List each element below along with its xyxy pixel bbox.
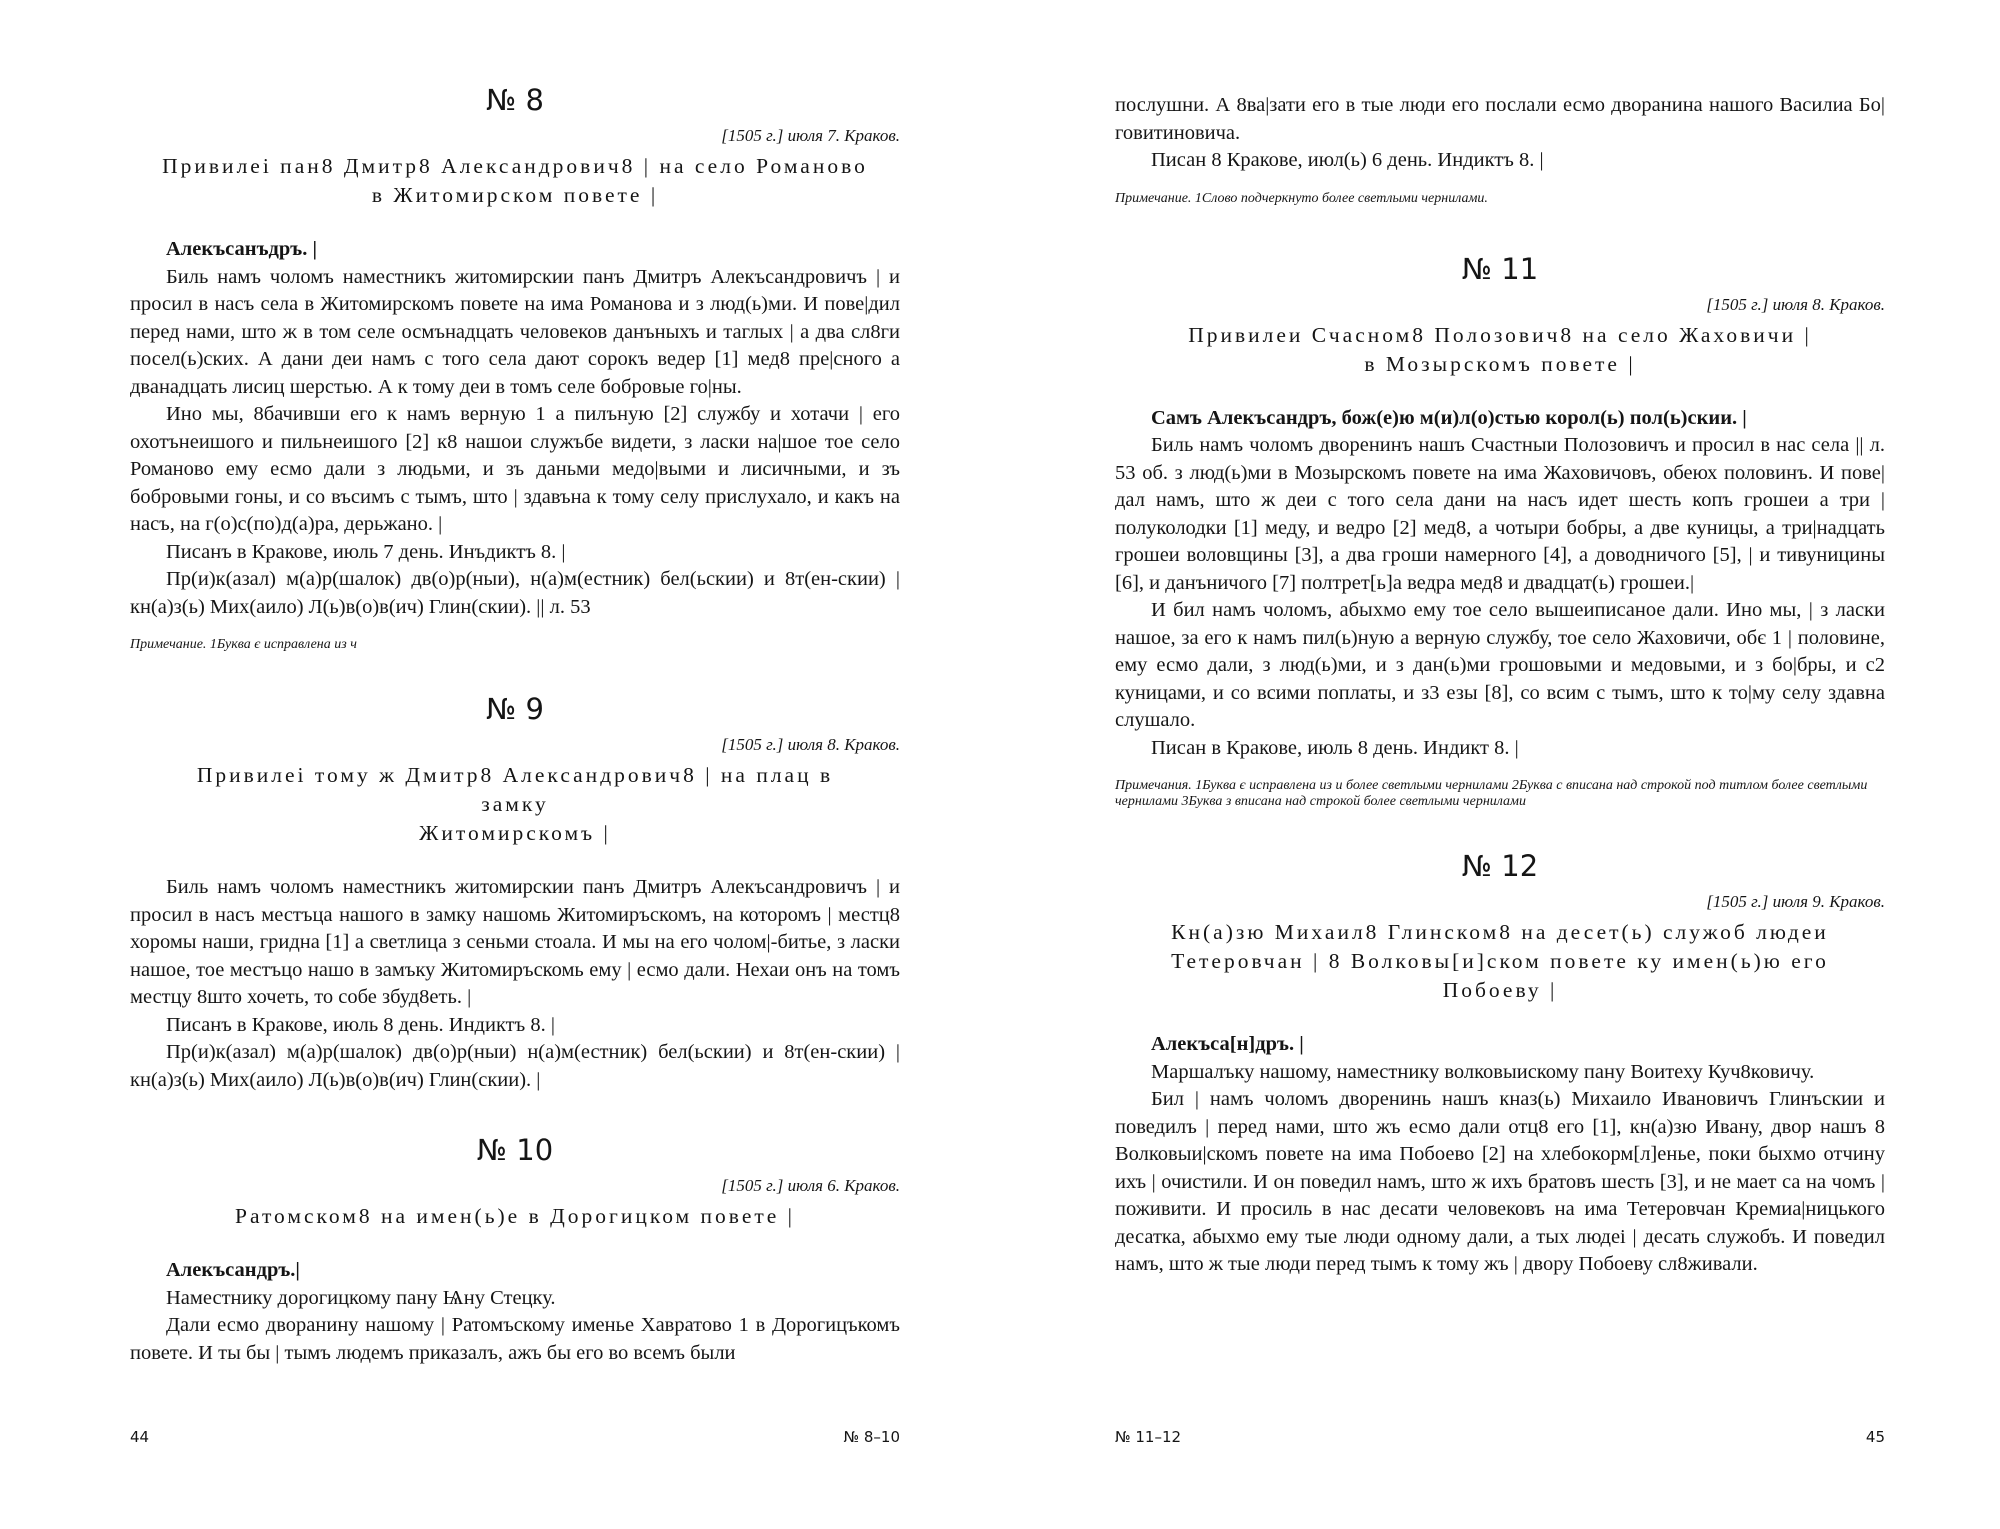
document-body bbox=[1115, 1031, 1885, 1279]
paragraph: послушни. А 8ва|зати его в тые люди его послали есмо дворанина нашого Василиа Бо|говитиновича. bbox=[1115, 94, 1885, 144]
footnote: Примечание. 1Буква є исправлена из ч bbox=[130, 637, 357, 652]
document-11 bbox=[1115, 251, 1885, 811]
opening-line: Алекъсандръ.| bbox=[166, 1259, 300, 1281]
title-line: Ратомском8 на имен(ь)е в Дорогицком повете | bbox=[235, 1204, 795, 1228]
paragraph: Писан в Кракове, июль 8 день. Индикт 8. | bbox=[1151, 736, 1519, 759]
paragraph: Писанъ в Кракове, июль 7 день. Инъдиктъ 8. | bbox=[166, 540, 566, 563]
document-date: [1505 г.] июля 6. Краков. bbox=[721, 1176, 900, 1195]
document-8 bbox=[130, 82, 900, 653]
document-number: № 11 bbox=[1461, 251, 1539, 286]
title-line: Побоеву | bbox=[1442, 978, 1558, 1002]
document-title bbox=[1145, 918, 1855, 1005]
document-number: № 12 bbox=[1461, 849, 1539, 883]
footnote: Примечания. 1Буква є исправлена из и более светлыми чернилами 2Буква с вписана над строкой под титлом более светлыми чернилами 3Буква з вписана над строкой более светлыми чернилами bbox=[1115, 778, 1868, 809]
document-date: [1505 г.] июля 8. Краков. bbox=[721, 735, 900, 754]
document-12 bbox=[1115, 848, 1885, 1279]
document-title bbox=[160, 152, 870, 210]
right-page bbox=[1115, 92, 1885, 1529]
paragraph: Маршалъку нашому, наместнику волковыискому пану Воитеху Куч8ковичу. bbox=[1151, 1060, 1815, 1083]
document-title bbox=[160, 1202, 870, 1231]
opening-line: Алекъса[н]дръ. | bbox=[1151, 1033, 1304, 1055]
document-body bbox=[130, 1257, 900, 1367]
title-line: Привилеі пан8 Дмитр8 Александрович8 | на село Романово bbox=[162, 154, 868, 178]
document-number: № 9 bbox=[486, 692, 544, 726]
paragraph: Бил | намъ чоломъ дворенинь нашъ кназ(ь) Михаило Ивановичъ Глинъскии и поведилъ | перед нами, што жъ есмо дали отц8 его [1], кн(а)зю Ивану, двор нашъ 8 Волковыи|скомъ повете на има Побоево [2] на хлебокорм[л]енье, поки быхмо отчину ихъ | очистили. И он поведил намъ, што ж ихъ братовъ шесть [3], и не мает са на чомъ | поживити. И просиль в нас десати человековъ на има Тетеровчан Кремиа|ницького десатка, абыхмо ему тые люди одному дали, а тых людеі | десать служобъ. И поведил намъ, што ж тые люди перед тымъ к тому жъ | двору Побоеву сл8живали. bbox=[1115, 1088, 1885, 1275]
document-date: [1505 г.] июля 7. Краков. bbox=[721, 126, 900, 145]
paragraph: Наместнику дорогицкому пану Ѩну Стецку. bbox=[166, 1286, 556, 1309]
document-10-continuation bbox=[1115, 92, 1885, 207]
paragraph: Пр(и)к(азал) м(а)р(шалок) дв(о)р(ныи), н(а)м(естник) бел(ьскии) и 8т(ен-скии) | кн(а)з(ь) Мих(аило) Л(ь)в(о)в(ич) Глин(скии). || л. 53 bbox=[130, 568, 900, 618]
title-line: Тетеровчан | 8 Волковы[и]ском повете ку имен(ь)ю его bbox=[1171, 949, 1829, 973]
title-line: в Житомирском повете | bbox=[371, 183, 659, 207]
opening-line: Алекъсанъдръ. | bbox=[166, 238, 318, 260]
document-title bbox=[1145, 321, 1855, 379]
document-9 bbox=[130, 691, 900, 1094]
running-header-range: № 8–10 bbox=[843, 1428, 900, 1446]
page-number: 44 bbox=[130, 1428, 150, 1446]
document-number: № 8 bbox=[486, 83, 544, 117]
title-line: Житомирскомъ | bbox=[419, 821, 611, 845]
paragraph: Биль намъ чоломъ дворенинъ нашъ Счастныи Полозовичъ и просил в нас села || л. 53 об. з люд(ь)ми в Мозырскомъ повете на има Жаховичовъ, обеюх половинъ. И пове|дал намъ, што ж деи с того села дани на насъ идет шесть копъ грошеи а три | полуколодки [1] меду, и ведро [2] мед8, а чотыри бобры, а две куницы, а три|надцать грошеи воловщины [3], а два гроши намерного [4], а доводничого [5], | и тивуницины [6], и данъничого [7] полтрет[ь]а ведра мед8 и двадцат(ь) грошеи.| bbox=[1115, 434, 1885, 594]
paragraph: И бил намъ чоломъ, абыхмо ему тое село вышеиписаное дали. Ино мы, | з ласки нашое, за его к намъ пил(ь)ную а верную службу, тое село Жаховичи, обє 1 | половине, ему есмо дали, з люд(ь)ми, и з дан(ь)ми грошовыми и медовыми, и з бо|бры, и с2 куницами, и со всими поплаты, и з3 езы [8], со всим с тымъ, што к то|му селу здавна слушало. bbox=[1115, 599, 1885, 731]
document-body bbox=[130, 874, 900, 1094]
paragraph: Биль намъ чоломъ наместникъ житомирскии панъ Дмитръ Алекъсандровичъ | и просил в насъ села в Житомирскомъ повете на има Романова и з люд(ь)ми. И пове|дил перед нами, што ж в том селе осмънадцать человеков данъныхъ и таглых | а два сл8ги посел(ь)ских. А дани деи намъ с того села дают сорокъ ведер [1] мед8 пре|сного а дванадцать лисиц шерстью. А к тому деи в томъ селе бобровые го|ны. bbox=[130, 265, 900, 398]
paragraph: Пр(и)к(азал) м(а)р(шалок) дв(о)р(ныи) н(а)м(естник) бел(ьскии) и 8т(ен-скии) | кн(а)з(ь) Мих(аило) Л(ь)в(о)в(ич) Глин(скии). | bbox=[130, 1041, 900, 1091]
title-line: Привилеі тому ж Дмитр8 Александрович8 | на плац в замку bbox=[196, 763, 834, 816]
title-line: в Мозырскомъ повете | bbox=[1364, 351, 1636, 376]
opening-line: Самъ Алекъсандръ, бож(е)ю м(и)л(о)стью корол(ь) пол(ь)скии. | bbox=[1151, 406, 1747, 429]
running-header-range: № 11–12 bbox=[1115, 1428, 1182, 1446]
paragraph: Ино мы, 8бачивши его к намъ верную 1 а пилъную [2] службу и хотачи | его охотънеишого и пильнеишого [2] к8 нашои служъбе видети, з ласки на|шое тое село Романово ему есмо дали з людьми, и зъ даньми медо|выми и лисичными, и зъ бобровыми гоны, и со въсимъ с тымъ, што | здавъна к тому селу прислухало, и какъ на насъ, на г(о)с(по)д(а)ра, дерьжано. | bbox=[130, 403, 900, 535]
paragraph: Дали есмо дворанину нашому | Ратомъскому именье Хавратово 1 в Дорогицъкомъ повете. И ты бы | тымъ людемъ приказалъ, ажъ бы его во всемъ были bbox=[130, 1314, 900, 1364]
paragraph: Писанъ в Кракове, июль 8 день. Индиктъ 8. | bbox=[166, 1013, 555, 1036]
page-number: 45 bbox=[1865, 1428, 1885, 1446]
paragraph: Писан 8 Кракове, июл(ь) 6 день. Индиктъ 8. | bbox=[1151, 149, 1544, 171]
title-line: Кн(а)зю Михаил8 Глинском8 на десет(ь) служоб людеи bbox=[1171, 920, 1829, 944]
left-page bbox=[130, 82, 900, 1529]
document-body bbox=[1115, 405, 1885, 763]
document-body bbox=[1115, 92, 1885, 175]
document-10 bbox=[130, 1132, 900, 1367]
document-date: [1505 г.] июля 9. Краков. bbox=[1706, 892, 1885, 911]
document-title bbox=[160, 761, 870, 848]
document-date: [1505 г.] июля 8. Краков. bbox=[1706, 294, 1885, 314]
paragraph: Биль намъ чоломъ наместникъ житомирскии панъ Дмитръ Алекъсандровичъ | и просил в насъ местъца нашого в замку нашомь Житомиръскомъ, на которомъ | местц8 хоромы наши, гридна [1] а светлица з сеньми стоала. И мы на его чолом|-битье, з ласки нашое, тое местъцо нашо в замъку Житомиръскомь ему | есмо дали. Нехаи онъ на томъ местцу 8што хочеть, то собе збуд8еть. | bbox=[130, 876, 900, 1008]
document-body bbox=[130, 236, 900, 621]
document-number: № 10 bbox=[476, 1133, 554, 1167]
title-line: Привилеи Счасном8 Полозович8 на село Жаховичи | bbox=[1188, 322, 1812, 347]
footnote: Примечание. 1Слово подчеркнуто более светлыми чернилами. bbox=[1115, 190, 1488, 206]
